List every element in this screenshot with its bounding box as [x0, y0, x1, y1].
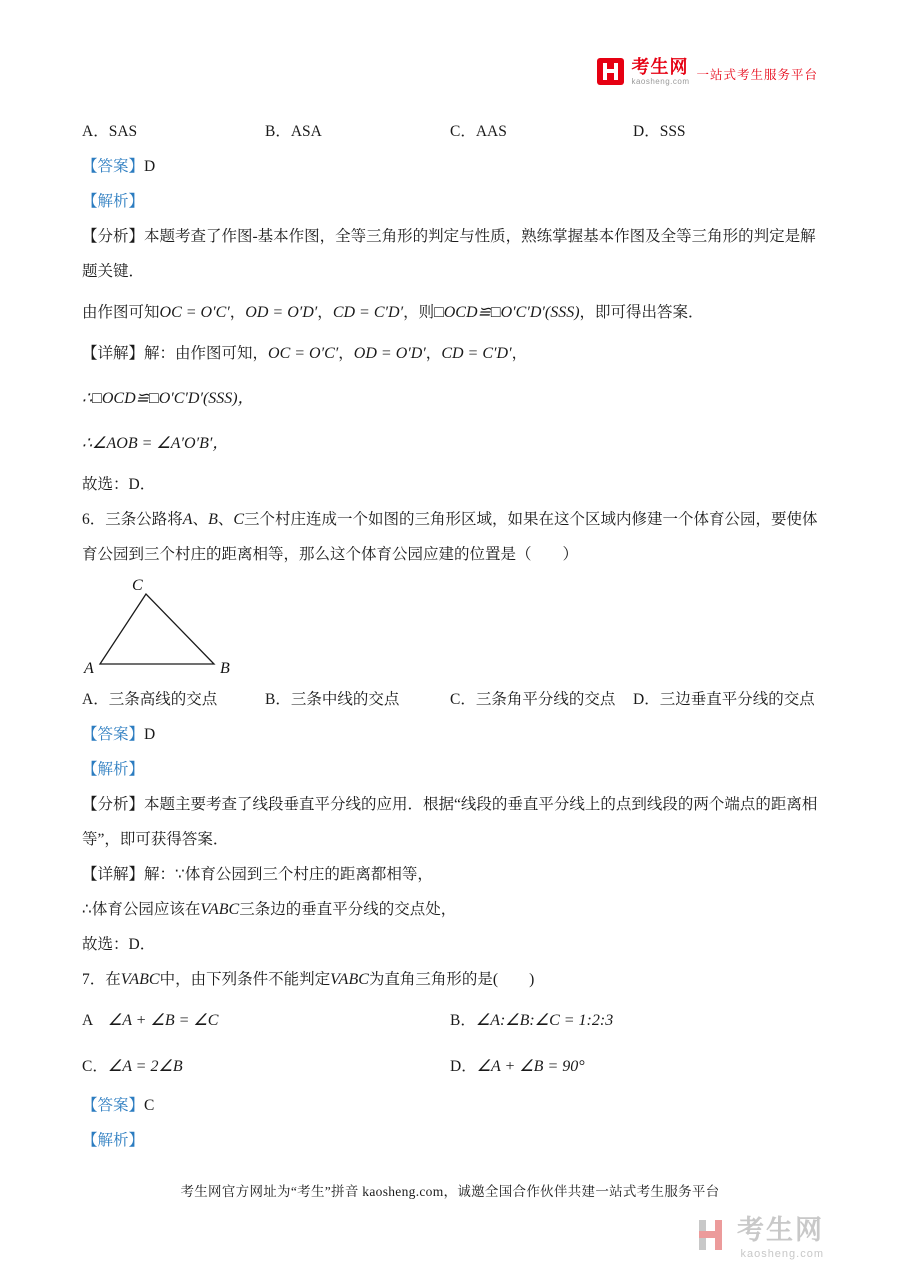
q6-options-row [82, 682, 818, 717]
triangle-label-c: C [132, 577, 143, 594]
watermark-brand: 考生网 [737, 1215, 824, 1246]
q6-detail-paragraph: 【详解】解：∵体育公园到三个村庄的距离都相等， [82, 866, 433, 883]
q5-option-d: D．SSS [633, 123, 686, 140]
q6-analysis-paragraph: 【分析】本题主要考查了线段垂直平分线的应用．根据“线段的垂直平分线上的点到线段的两个端点的距离相等”，即可获得答案． [82, 796, 818, 848]
q6-triangle-figure [82, 576, 246, 680]
kaosheng-watermark-icon [693, 1216, 731, 1254]
q6-option-d: D．三边垂直平分线的交点 [633, 691, 815, 708]
q5-option-c: C．AAS [450, 123, 507, 140]
triangle-label-a: A [84, 660, 94, 677]
brand-tagline: 一站式考生服务平台 [696, 68, 818, 82]
q7-option-c: C．∠A = 2∠B [82, 1058, 183, 1075]
q6-analysis-label: 【解析】 [82, 761, 145, 778]
q5-option-a: A．SAS [82, 123, 138, 140]
q5-conclusion-line-1: ∴□OCD≌□O′C′D′(SSS)， [82, 390, 254, 407]
q5-conclusion-line-2: ∴∠AOB = ∠A′O′B′， [82, 435, 229, 452]
q5-options-row [82, 114, 818, 149]
q6-conclusion-line: ∴体育公园应该在VABC三条边的垂直平分线的交点处， [82, 901, 457, 918]
q5-analysis-paragraph: 【分析】本题考查了作图-基本作图，全等三角形的判定与性质，熟练掌握基本作图及全等三角形的判定是解题关键． [82, 228, 816, 280]
q7-option-d: D．∠A + ∠B = 90° [450, 1058, 585, 1075]
q5-analysis-label: 【解析】 [82, 193, 145, 210]
q5-option-b: B．ASA [265, 123, 322, 140]
q6-figure [82, 576, 818, 680]
q7-option-a: A ∠A + ∠B = ∠C [82, 1012, 219, 1029]
q6-choice-line: 故选：D． [82, 936, 156, 953]
q5-detail-paragraph: 【详解】解：由作图可知，OC = O′C′，OD = O′D′，CD = C′D′， [82, 345, 528, 362]
kaosheng-logo-icon [597, 58, 624, 85]
triangle-label-b: B [220, 660, 230, 677]
q6-option-a: A．三条高线的交点 [82, 691, 218, 708]
watermark-text [737, 1216, 824, 1260]
q5-choice-line: 故选：D． [82, 476, 156, 493]
document-content [82, 114, 818, 1158]
watermark-domain: kaosheng.com [740, 1248, 824, 1260]
brand-domain-text: kaosheng.com [631, 77, 690, 86]
q6-question-text: 6．三条公路将A、B、C三个村庄连成一个如图的三角形区域，如果在这个区域内修建一个体育公园，要使体育公园到三个村庄的距离相等，那么这个体育公园应建的位置是（ ） [82, 511, 818, 563]
q6-option-b: B．三条中线的交点 [265, 691, 400, 708]
q5-construction-paragraph: 由作图可知OC = O′C′，OD = O′D′，CD = C′D′，则□OCD≌□O′C′D′(SSS)，即可得出答案． [82, 304, 704, 321]
q6-answer-line: 【答案】D [82, 726, 156, 743]
page-footer-text: 考生网官方网址为“考生”拼音 kaosheng.com，诚邀全国合作伙伴共建一站式考生服务平台 [180, 1184, 720, 1199]
q7-answer-line: 【答案】C [82, 1097, 155, 1114]
q6-option-c: C．三条角平分线的交点 [450, 691, 616, 708]
brand-name: 考生网 [631, 57, 689, 77]
site-header [82, 58, 818, 98]
q7-options-grid [82, 1003, 818, 1084]
watermark [693, 1216, 824, 1260]
q7-option-b: B．∠A:∠B:∠C = 1:2:3 [450, 1012, 614, 1029]
q7-analysis-label: 【解析】 [82, 1132, 145, 1149]
brand-block [631, 58, 689, 86]
q5-answer-line: 【答案】D [82, 158, 156, 175]
q7-question-text: 7．在VABC中，由下列条件不能判定VABC为直角三角形的是( ) [82, 971, 535, 988]
